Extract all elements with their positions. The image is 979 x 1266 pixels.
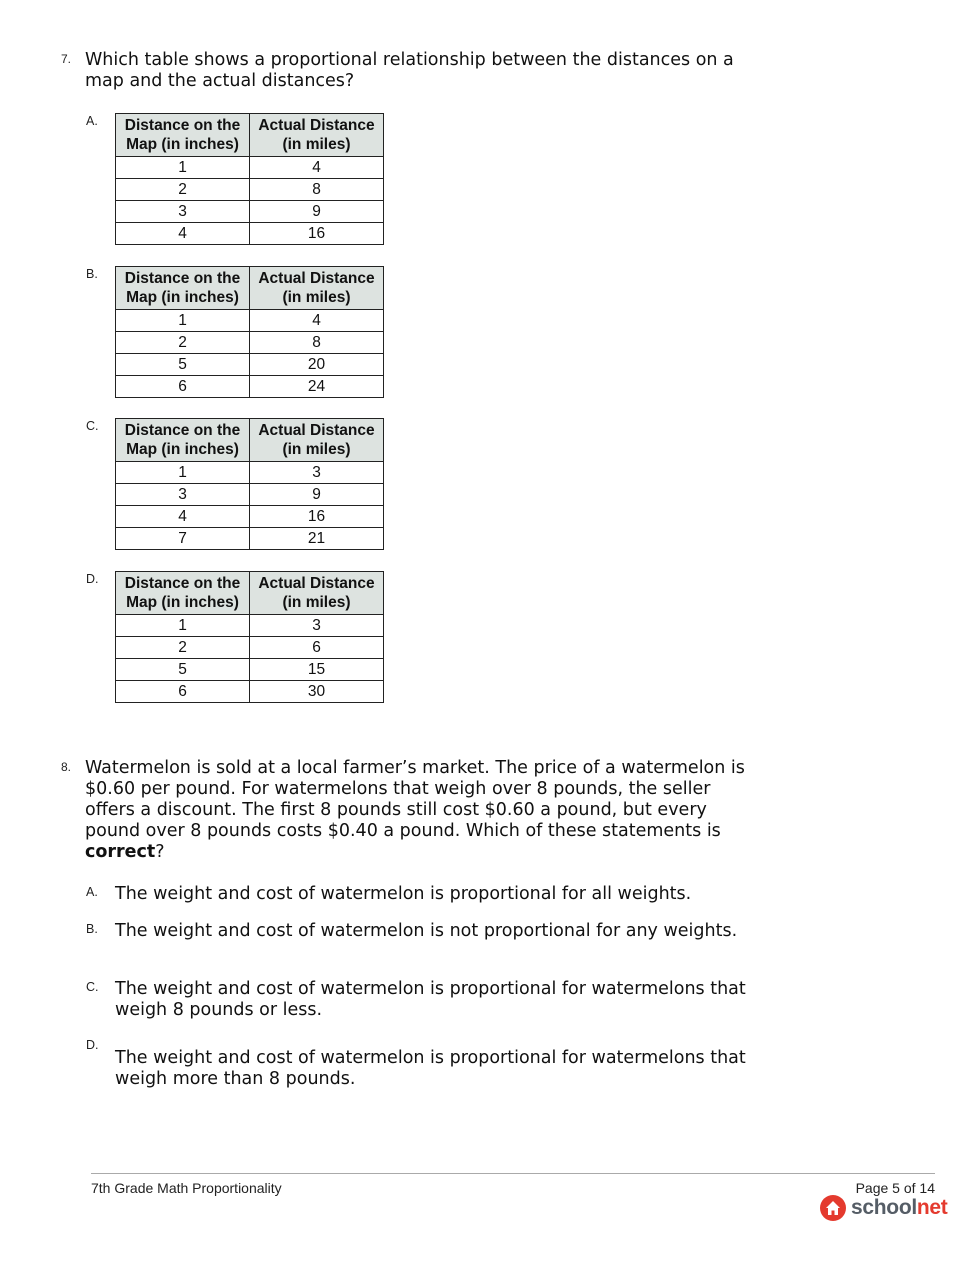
table-cell: 5 [116,354,250,376]
question-8-text-main: Watermelon is sold at a local farmer’s market. The price of a watermelon is $0.60 per pound. For watermelons that weigh over 8 pounds, the seller offers a discount. The first 8 pounds still cost $0.60 a pound, but every pound over 8 pounds costs $0.40 a pound. Which of these statements is [85,758,745,841]
table-cell: 2 [116,332,250,354]
table-cell: 1 [116,615,250,637]
table-cell: 21 [250,528,384,550]
table-cell: 2 [116,179,250,201]
table-row [116,332,384,354]
table-header: Distance on the Map (in inches) [116,572,250,615]
table-row [116,659,384,681]
table-header: Actual Distance (in miles) [250,267,384,310]
table-cell: 6 [250,637,384,659]
table-cell: 6 [116,681,250,703]
table-cell: 7 [116,528,250,550]
q8-option-a-letter[interactable]: A. [86,885,98,899]
q8-option-b-letter[interactable]: B. [86,922,98,936]
table-header: Distance on the Map (in inches) [116,267,250,310]
table-cell: 3 [116,201,250,223]
table-cell: 2 [116,637,250,659]
table-row [116,528,384,550]
table-cell: 4 [250,157,384,179]
question-8-text-emphasis: correct [85,842,156,862]
table-cell: 4 [250,310,384,332]
question-8-number: 8. [61,760,72,774]
table-header: Actual Distance (in miles) [250,419,384,462]
q8-option-c-letter[interactable]: C. [86,980,99,994]
table-row [116,376,384,398]
table-row [116,354,384,376]
table-row [116,201,384,223]
schoolnet-logo [820,1194,948,1222]
table-row [116,484,384,506]
q7-option-d-table[interactable] [115,571,384,703]
q7-option-c-letter[interactable]: C. [86,419,99,433]
table-cell: 1 [116,310,250,332]
footer-divider [91,1173,935,1174]
q7-option-b-letter[interactable]: B. [86,267,98,281]
table-row [116,223,384,245]
question-7-number: 7. [61,52,72,66]
table-header: Actual Distance (in miles) [250,114,384,157]
table-cell: 4 [116,223,250,245]
table-row [116,615,384,637]
table-header: Actual Distance (in miles) [250,572,384,615]
q8-option-b-text[interactable]: The weight and cost of watermelon is not proportional for any weights. [115,921,738,941]
q8-option-d-text[interactable]: The weight and cost of watermelon is proportional for watermelons that weigh more than 8 pounds. [115,1048,746,1089]
table-row [116,506,384,528]
table-cell: 3 [250,462,384,484]
logo-wordmark-part1: school [851,1196,917,1219]
table-row [116,179,384,201]
table-cell: 1 [116,462,250,484]
table-cell: 5 [116,659,250,681]
table-row [116,462,384,484]
q7-option-c-table[interactable] [115,418,384,550]
table-cell: 1 [116,157,250,179]
table-cell: 6 [116,376,250,398]
table-cell: 16 [250,223,384,245]
q8-option-a-text[interactable]: The weight and cost of watermelon is proportional for all weights. [115,884,692,904]
table-row [116,157,384,179]
table-cell: 9 [250,201,384,223]
table-row [116,681,384,703]
q7-option-a-table[interactable] [115,113,384,245]
table-row [116,310,384,332]
house-icon [820,1195,846,1221]
table-header: Distance on the Map (in inches) [116,419,250,462]
table-cell: 30 [250,681,384,703]
footer-title: 7th Grade Math Proportionality [91,1180,282,1196]
table-row [116,637,384,659]
table-cell: 3 [116,484,250,506]
q8-option-d-letter[interactable]: D. [86,1038,99,1052]
logo-wordmark-part2: net [916,1196,948,1219]
footer-page-number: Page 5 of 14 [855,1180,935,1196]
question-8-text-end: ? [155,842,165,862]
q7-option-a-letter[interactable]: A. [86,114,98,128]
table-cell: 9 [250,484,384,506]
table-header: Distance on the Map (in inches) [116,114,250,157]
table-cell: 20 [250,354,384,376]
table-cell: 15 [250,659,384,681]
table-cell: 8 [250,332,384,354]
question-7-text: Which table shows a proportional relationship between the distances on a map and the actual distances? [85,50,734,91]
table-cell: 16 [250,506,384,528]
q7-option-b-table[interactable] [115,266,384,398]
q7-option-d-letter[interactable]: D. [86,572,99,586]
q8-option-c-text[interactable]: The weight and cost of watermelon is proportional for watermelons that weigh 8 pounds or less. [115,979,746,1020]
question-8-text [85,758,765,863]
table-cell: 8 [250,179,384,201]
table-cell: 24 [250,376,384,398]
table-cell: 4 [116,506,250,528]
logo-wordmark [851,1196,948,1220]
table-cell: 3 [250,615,384,637]
